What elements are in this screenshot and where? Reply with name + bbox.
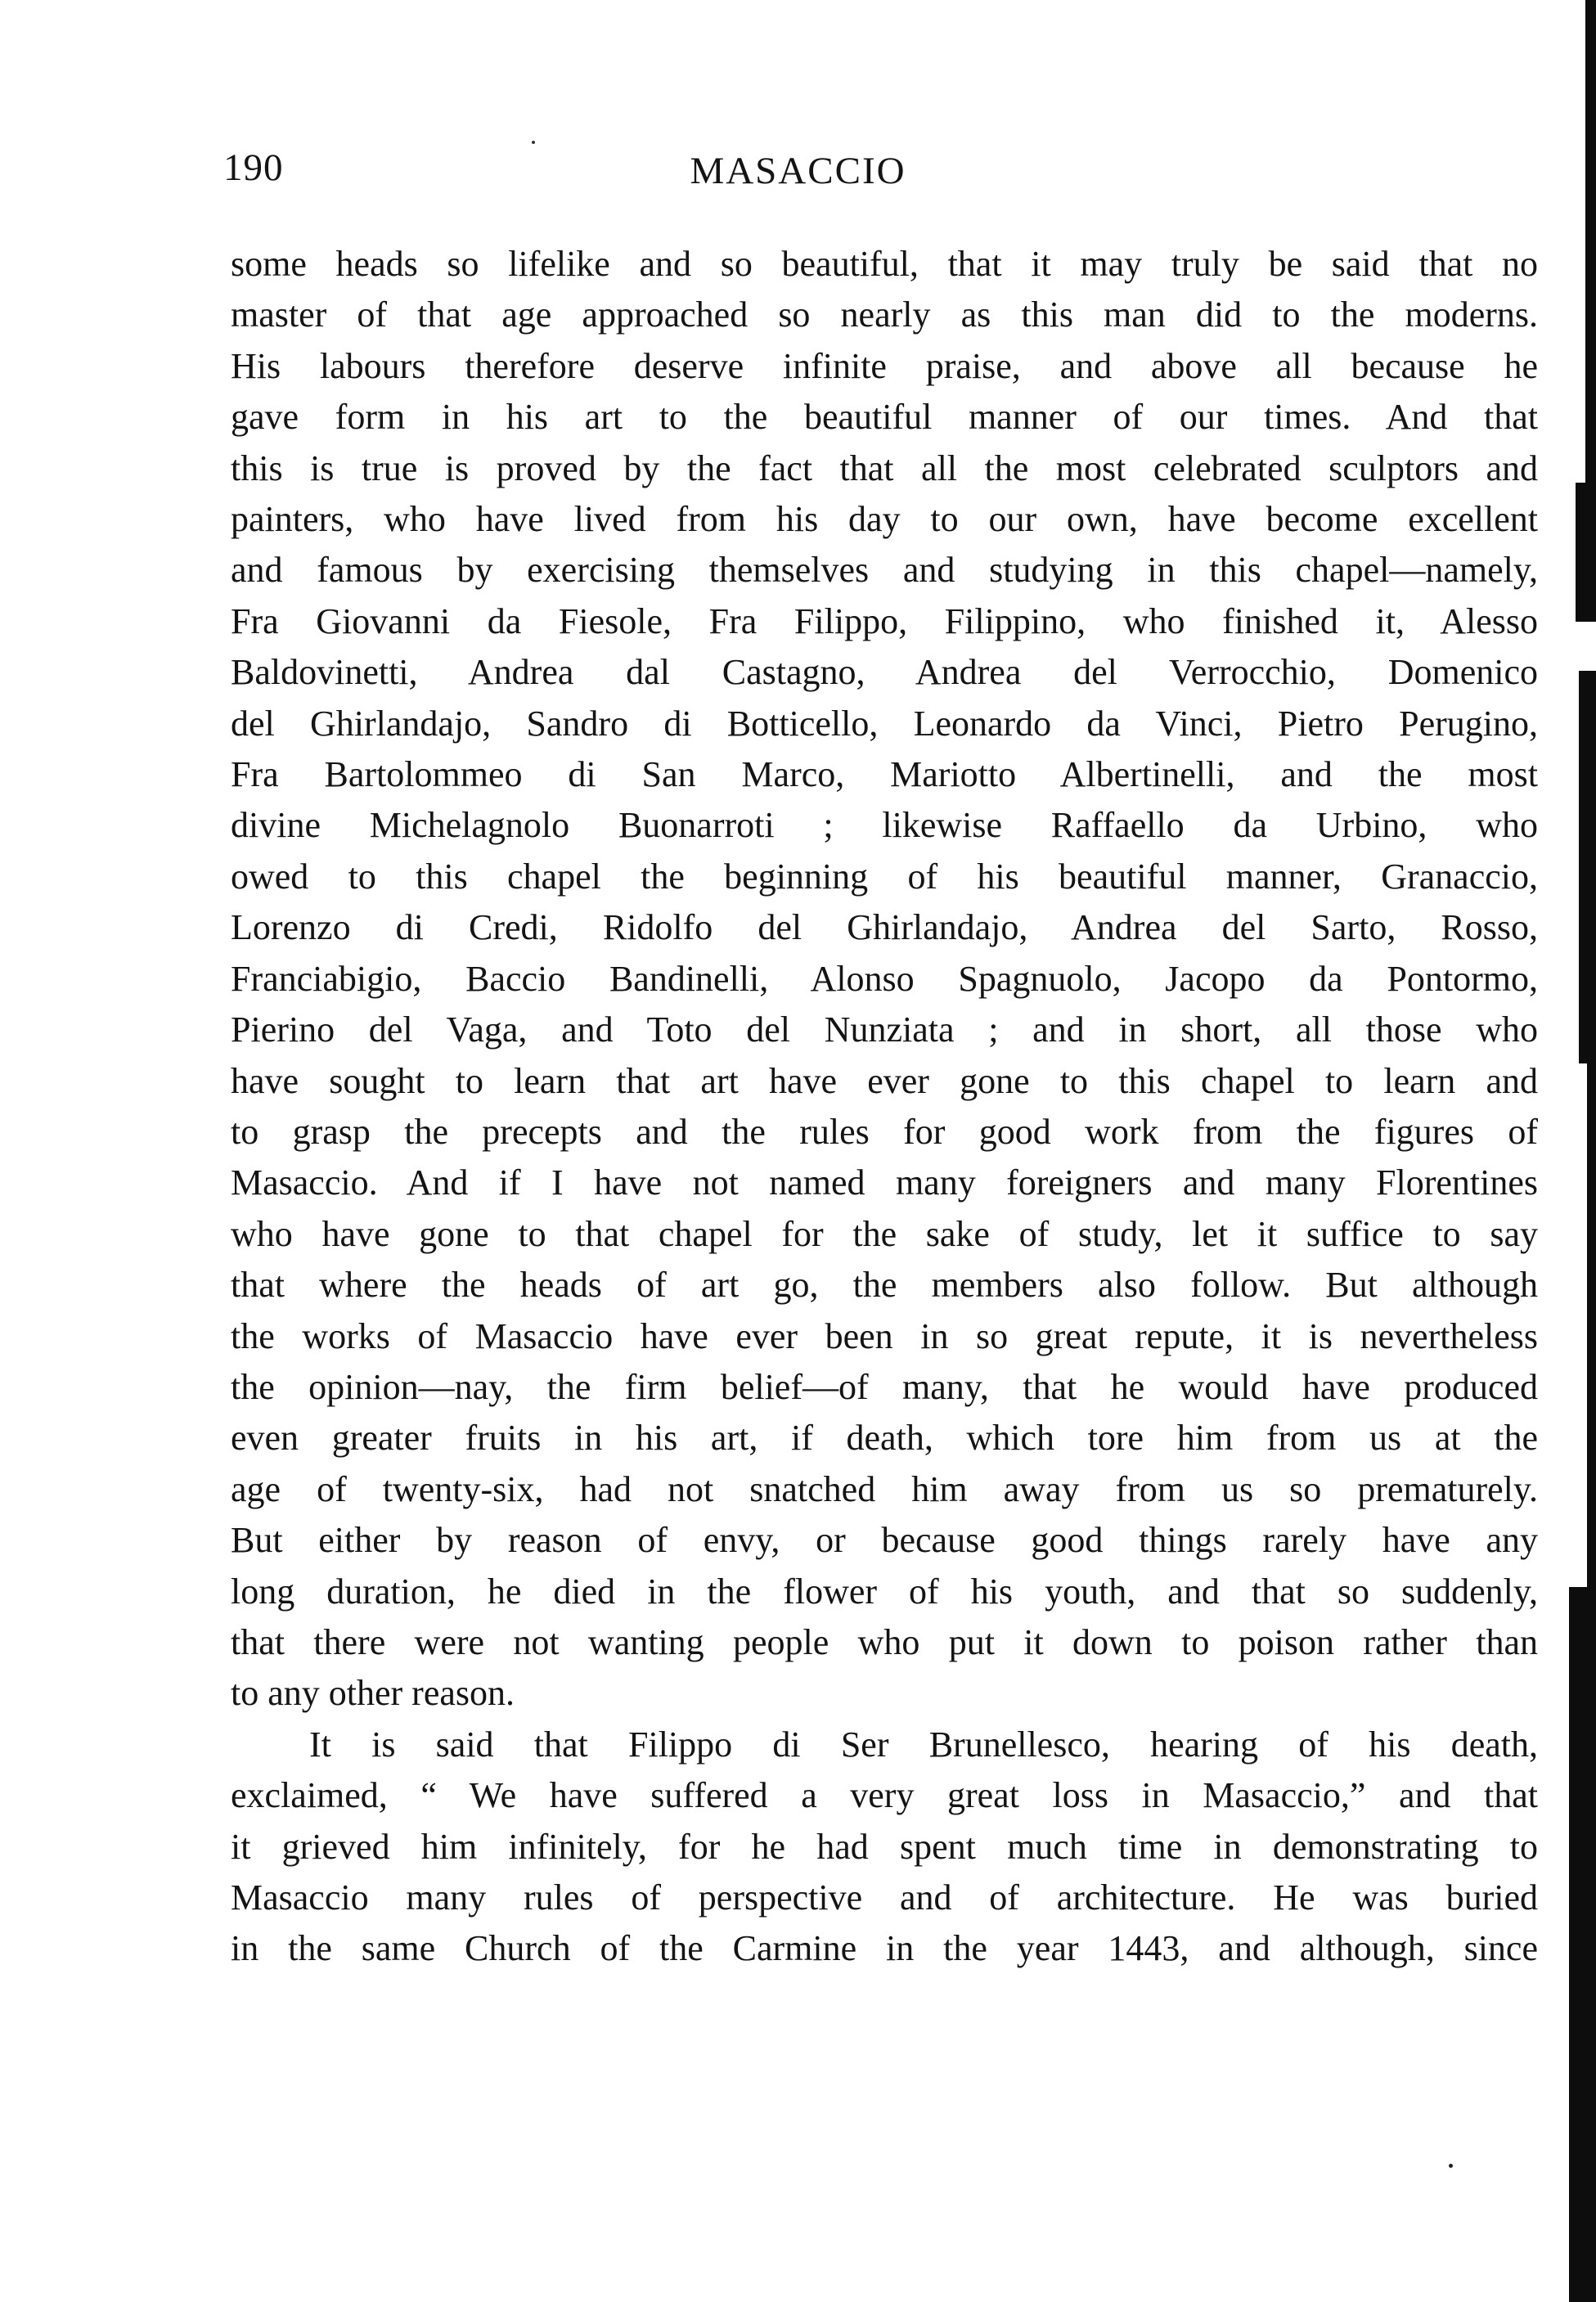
- text-line: have sought to learn that art have ever gone to this chapel to learn and: [231, 1060, 1538, 1101]
- text-line: master of that age approached so nearly as this man did to the moderns.: [231, 294, 1538, 335]
- text-line: long duration, he died in the flower of his youth, and that so suddenly,: [231, 1571, 1538, 1612]
- paragraph-1: [231, 239, 1538, 1720]
- speck-mark: [1449, 2164, 1453, 2168]
- page-number: 190: [223, 146, 284, 189]
- text-line: Lorenzo di Credi, Ridolfo del Ghirlandajo, Andrea del Sarto, Rosso,: [231, 907, 1538, 948]
- text-line: Fra Giovanni da Fiesole, Fra Filippo, Filippino, who finished it, Alesso: [231, 600, 1538, 641]
- text-line: Pierino del Vaga, and Toto del Nunziata ; and in short, all those who: [231, 1009, 1538, 1050]
- text-line: But either by reason of envy, or because good things rarely have any: [231, 1520, 1538, 1561]
- text-line: in the same Church of the Carmine in the year 1443, and although, since: [231, 1928, 1538, 1969]
- text-line: even greater fruits in his art, if death, which tore him from us at the: [231, 1418, 1538, 1459]
- text-line: Franciabigio, Baccio Bandinelli, Alonso Spagnuolo, Jacopo da Pontormo,: [231, 958, 1538, 999]
- text-line: exclaimed, “ We have suffered a very great loss in Masaccio,” and that: [231, 1775, 1538, 1816]
- text-line: Masaccio. And if I have not named many foreigners and many Florentines: [231, 1162, 1538, 1203]
- page-edge-shadow: [1569, 1587, 1596, 2302]
- text-line: Fra Bartolommeo di San Marco, Mariotto Albertinelli, and the most: [231, 754, 1538, 795]
- text-line: It is said that Filippo di Ser Brunellesco, hearing of his death,: [309, 1724, 1538, 1765]
- speck-mark: [532, 141, 535, 144]
- page-edge-shadow: [1587, 1063, 1596, 1587]
- text-line: who have gone to that chapel for the sake of study, let it suffice to say: [231, 1213, 1538, 1254]
- text-line: divine Michelagnolo Buonarroti ; likewise Raffaello da Urbino, who: [231, 805, 1538, 846]
- running-head: MASACCIO: [690, 150, 906, 192]
- text-line: and famous by exercising themselves and studying in this chapel—namely,: [231, 550, 1538, 591]
- text-line: this is true is proved by the fact that all the most celebrated sculptors and: [231, 447, 1538, 488]
- page-edge-shadow: [1579, 671, 1596, 1063]
- text-line: some heads so lifelike and so beautiful, that it may truly be said that no: [231, 244, 1538, 284]
- text-line: age of twenty-six, had not snatched him away from us so prematurely.: [231, 1468, 1538, 1509]
- text-line: that there were not wanting people who put it down to poison rather than: [231, 1621, 1538, 1662]
- page-edge-shadow: [1576, 483, 1596, 622]
- text-line: it grieved him infinitely, for he had spent much time in demonstrating to: [231, 1826, 1538, 1867]
- text-line: del Ghirlandajo, Sandro di Botticello, Leonardo da Vinci, Pietro Perugino,: [231, 703, 1538, 744]
- text-line: the works of Masaccio have ever been in so great repute, it is nevertheless: [231, 1315, 1538, 1356]
- paragraph-2: [231, 1720, 1538, 1975]
- text-line: painters, who have lived from his day to our own, have become excellent: [231, 499, 1538, 540]
- text-line: to grasp the precepts and the rules for good work from the figures of: [231, 1111, 1538, 1152]
- text-line: to any other reason.: [231, 1673, 515, 1714]
- text-line: owed to this chapel the beginning of his beautiful manner, Granaccio,: [231, 856, 1538, 897]
- text-line: gave form in his art to the beautiful manner of our times. And that: [231, 397, 1538, 438]
- text-line: that where the heads of art go, the members also follow. But although: [231, 1265, 1538, 1306]
- text-line: His labours therefore deserve infinite praise, and above all because he: [231, 345, 1538, 386]
- text-line: Baldovinetti, Andrea dal Castagno, Andrea del Verrocchio, Domenico: [231, 652, 1538, 693]
- text-line: the opinion—nay, the firm belief—of many, that he would have produced: [231, 1366, 1538, 1407]
- body-text: [231, 239, 1538, 1975]
- text-line: Masaccio many rules of perspective and of architecture. He was buried: [231, 1877, 1538, 1918]
